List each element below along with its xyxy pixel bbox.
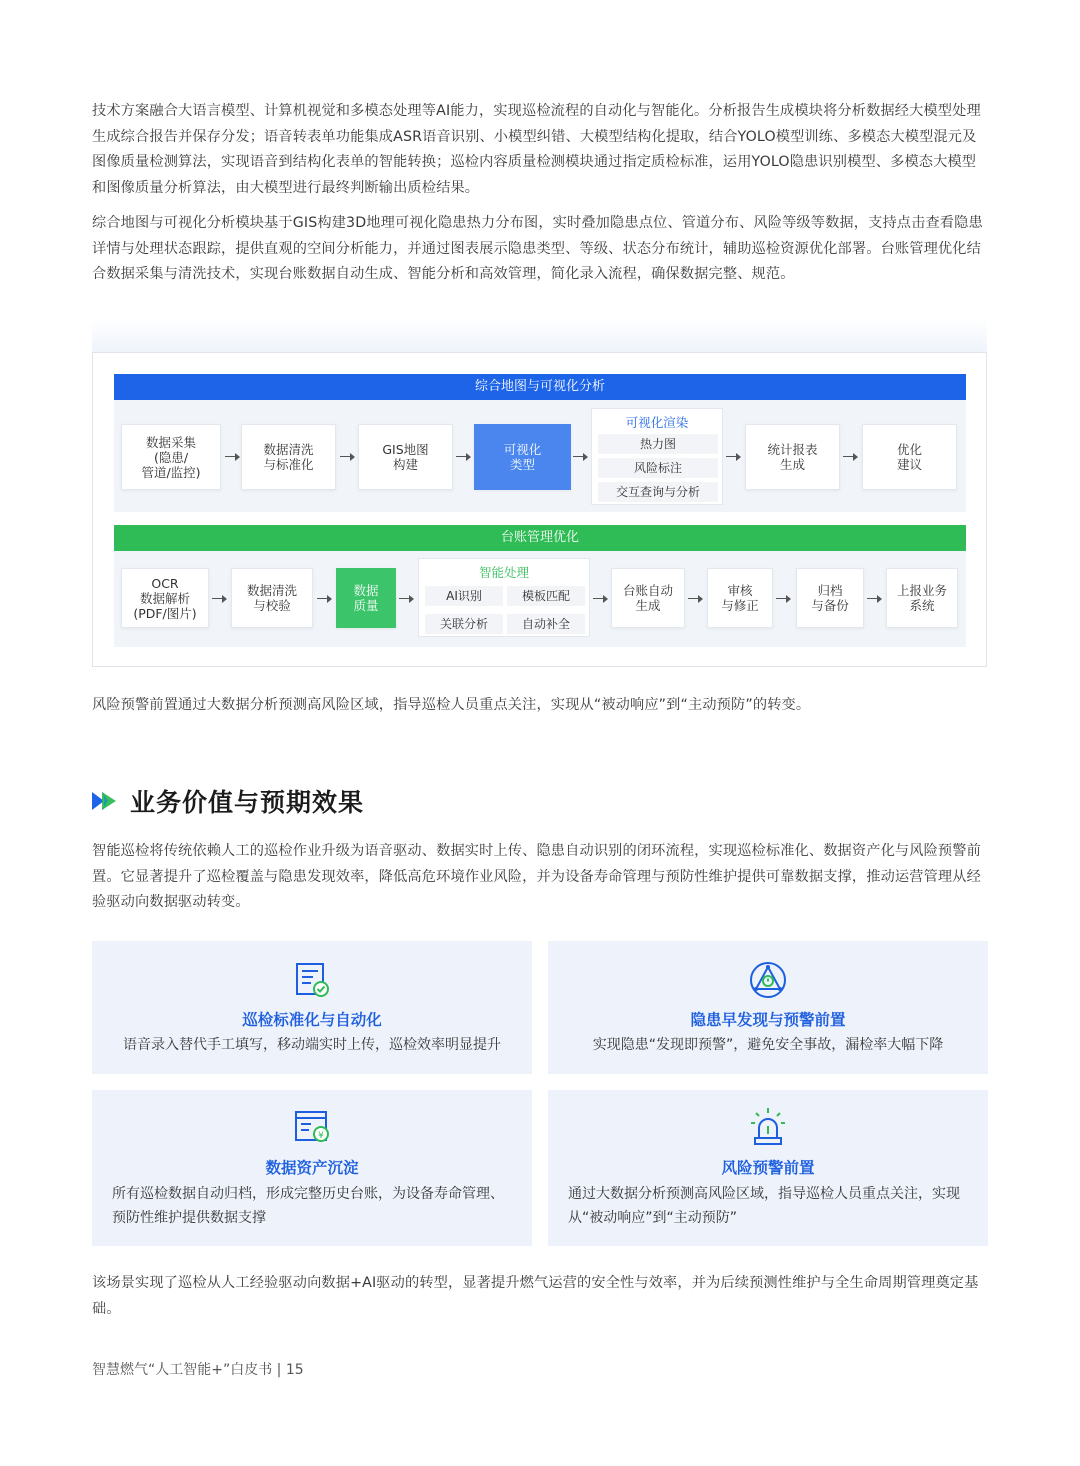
step-ocr: OCR 数据解析 (PDF/图片) xyxy=(121,568,209,628)
conclusion-paragraph: 该场景实现了巡检从人工经验驱动向数据+AI驱动的转型，显著提升燃气运营的安全性与效率，并为后续预测性维护与全生命周期管理奠定基础。 xyxy=(92,1275,979,1317)
card-desc: 语音录入替代手工填写，移动端实时上传，巡检效率明显提升 xyxy=(123,1037,501,1053)
arrow-icon xyxy=(843,452,859,462)
ai-group xyxy=(418,558,590,637)
svg-text:¥: ¥ xyxy=(318,1131,324,1141)
card-title: 数据资产沉淀 xyxy=(265,1159,359,1177)
step-visual-type: 可视化 类型 xyxy=(474,424,571,490)
arrow-icon xyxy=(317,594,333,604)
step-data-cleaning: 数据清洗 与标准化 xyxy=(241,424,336,490)
arrow-icon xyxy=(456,452,472,462)
intro-paragraph-2: 综合地图与可视化分析模块基于GIS构建3D地理可视化隐患热力分布图，实时叠加隐患点位、管道分布、风险等级等数据，支持点击查看隐患详情与处理状态跟踪，提供直观的空间分析能力，并通过图表展示隐患类型、等级、状态分布统计，辅助巡检资源优化部署。台账管理优化结合数据采集与清洗技术，实现台账数据自动生成、智能分析和高效管理，简化录入流程，确保数据完整、规范。 xyxy=(92,215,983,282)
top-band-title: 综合地图与可视化分析 xyxy=(114,374,966,400)
step-review: 审核 与修正 xyxy=(707,568,773,628)
arrow-icon xyxy=(776,594,792,604)
card-standardization xyxy=(92,941,532,1074)
section-heading xyxy=(92,783,364,819)
card-early-warning xyxy=(548,941,988,1074)
arrow-icon xyxy=(225,452,241,462)
data-asset-icon xyxy=(291,1106,333,1148)
render-group xyxy=(591,408,723,505)
render-item-heatmap: 热力图 xyxy=(598,434,718,454)
card-title: 隐患早发现与预警前置 xyxy=(690,1011,846,1029)
warning-triangle-icon xyxy=(747,959,789,1001)
render-group-title: 可视化渲染 xyxy=(625,415,689,430)
card-data-assets xyxy=(92,1090,532,1246)
ai-item-association: 关联分析 xyxy=(425,614,503,634)
arrow-icon xyxy=(593,594,609,604)
alarm-light-icon xyxy=(747,1106,789,1148)
step-data-collection: 数据采集 (隐患/ 管道/监控) xyxy=(121,424,221,490)
architecture-diagram xyxy=(92,352,987,667)
arrow-icon xyxy=(726,452,742,462)
section-title: 业务价值与预期效果 xyxy=(130,788,365,817)
step-report-system: 上报业务 系统 xyxy=(886,568,958,628)
bottom-band-title: 台账管理优化 xyxy=(114,525,966,551)
arrow-icon xyxy=(340,452,356,462)
card-desc: 所有巡检数据自动归档，形成完整历史台账，为设备寿命管理、预防性维护提供数据支撑 xyxy=(112,1186,504,1226)
value-paragraph: 智能巡检将传统依赖人工的巡检作业升级为语音驱动、数据实时上传、隐患自动识别的闭环流程，实现巡检标准化、数据资产化与风险预警前置。它显著提升了巡检覆盖与隐患发现效率，降低高危环境作业风险，并为设备寿命管理与预防性维护提供可靠数据支撑，推动运营管理从经验驱动向数据驱动转变。 xyxy=(92,843,981,910)
card-title: 风险预警前置 xyxy=(721,1159,815,1177)
ai-item-template: 模板匹配 xyxy=(507,586,585,606)
double-chevron-icon xyxy=(92,790,120,812)
card-desc: 通过大数据分析预测高风险区域，指导巡检人员重点关注，实现从“被动响应”到“主动预防” xyxy=(568,1186,960,1226)
diagram-glow xyxy=(92,318,987,354)
ai-item-autofill: 自动补全 xyxy=(507,614,585,634)
arrow-icon xyxy=(399,594,415,604)
risk-paragraph: 风险预警前置通过大数据分析预测高风险区域，指导巡检人员重点关注，实现从“被动响应”到“主动预防”的转变。 xyxy=(92,697,811,713)
step-ledger-gen: 台账自动 生成 xyxy=(611,568,685,628)
arrow-icon xyxy=(573,452,589,462)
step-data-quality: 数据 质量 xyxy=(336,568,396,628)
checklist-icon xyxy=(291,959,333,1001)
step-gis-map: GIS地图 构建 xyxy=(358,424,453,490)
arrow-icon xyxy=(688,594,704,604)
render-item-risk-label: 风险标注 xyxy=(598,458,718,478)
card-risk-warning xyxy=(548,1090,988,1246)
ai-group-title: 智能处理 xyxy=(478,565,529,580)
step-report: 统计报表 生成 xyxy=(745,424,840,490)
page-footer: 智慧燃气“人工智能+”白皮书 | 15 xyxy=(92,1362,304,1378)
card-title: 巡检标准化与自动化 xyxy=(242,1011,382,1029)
ai-item-recognition: AI识别 xyxy=(425,586,503,606)
card-desc: 实现隐患“发现即预警”，避免安全事故，漏检率大幅下降 xyxy=(592,1037,944,1053)
step-archive: 归档 与备份 xyxy=(796,568,864,628)
step-suggestion: 优化 建议 xyxy=(862,424,957,490)
arrow-icon xyxy=(867,594,883,604)
step-clean-validate: 数据清洗 与校验 xyxy=(231,568,313,628)
intro-paragraph-1: 技术方案融合大语言模型、计算机视觉和多模态处理等AI能力，实现巡检流程的自动化与智能化。分析报告生成模块将分析数据经大模型处理生成综合报告并保存分发；语音转表单功能集成ASR语音识别、小模型纠错、大模型结构化提取，结合YOLO模型训练、多模态大模型混元及图像质量检测算法，实现语音到结构化表单的智能转换；巡检内容质量检测模块通过指定质检标准，运用YOLO隐患识别模型、多模态大模型和图像质量分析算法，由大模型进行最终判断输出质检结果。 xyxy=(92,103,981,196)
render-item-interactive: 交互查询与分析 xyxy=(598,482,718,502)
arrow-icon xyxy=(212,594,228,604)
